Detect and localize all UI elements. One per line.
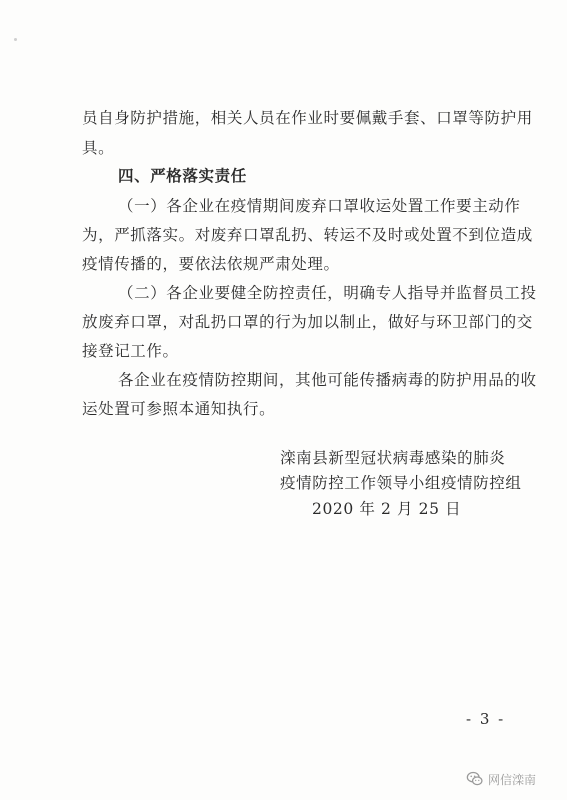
page-number: - 3 - <box>466 710 506 728</box>
body-line: 各企业在疫情防控期间，其他可能传播病毒的防护用品的收 <box>118 371 537 389</box>
body-line: （一）各企业在疫情期间废弃口罩收运处置工作要主动作 <box>118 197 521 215</box>
signature-org-line1: 滦南县新型冠状病毒感染的肺炎 <box>280 449 506 467</box>
watermark <box>466 768 536 790</box>
section-heading: 四、严格落实责任 <box>118 167 247 185</box>
body-line: 运处置可参照本通知执行。 <box>82 400 276 418</box>
signature-date: 2020 年 2 月 25 日 <box>312 500 462 518</box>
signature-org-line2: 疫情防控工作领导小组疫情防控组 <box>280 474 522 492</box>
scan-speck <box>14 38 17 41</box>
wechat-icon <box>466 770 484 788</box>
body-line: 接登记工作。 <box>82 342 179 360</box>
body-line: 员自身防护措施，相关人员在作业时要佩戴手套、口罩等防护用 <box>82 109 533 127</box>
body-line: 为，严抓落实。对废弃口罩乱扔、转运不及时或处置不到位造成 <box>82 226 533 244</box>
body-line: （二）各企业要健全防控责任，明确专人指导并监督员工投 <box>118 284 537 302</box>
body-line: 具。 <box>82 139 115 157</box>
body-line: 放废弃口罩，对乱扔口罩的行为加以制止，做好与环卫部门的交 <box>82 313 533 331</box>
body-line: 疫情传播的，要依法依规严肃处理。 <box>82 255 340 273</box>
watermark-text: 网信滦南 <box>488 772 537 787</box>
